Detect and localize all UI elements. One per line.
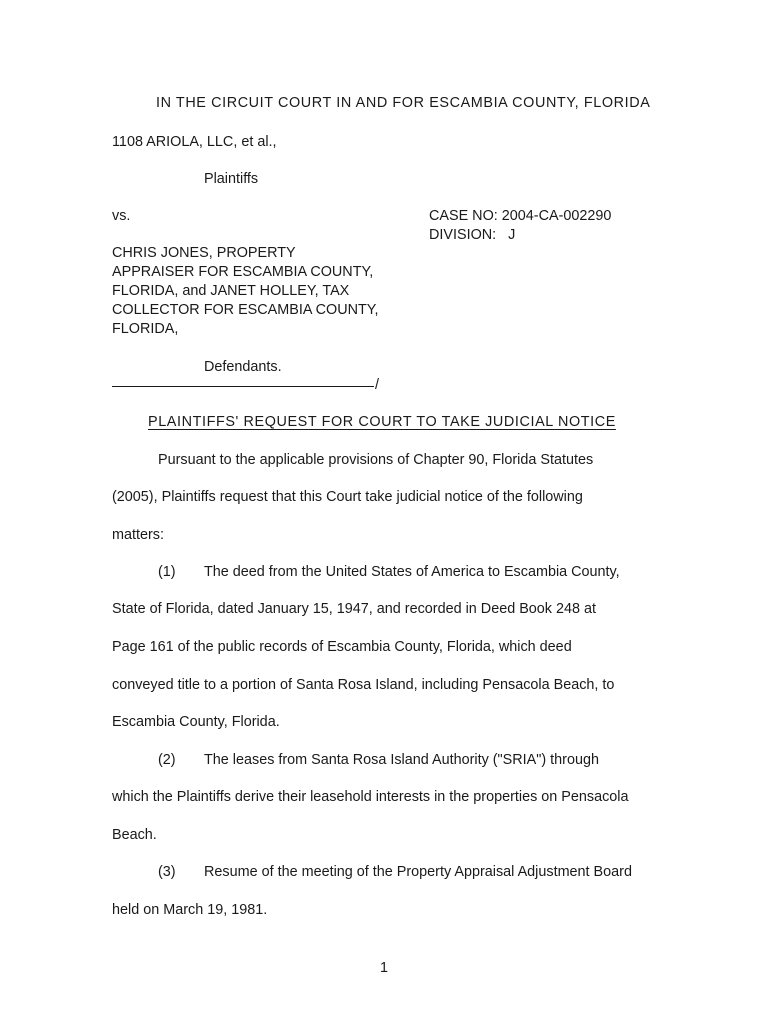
court-heading: IN THE CIRCUIT COURT IN AND FOR ESCAMBIA COUNTY, FLORIDA xyxy=(156,95,651,111)
item-text: held on March 19, 1981. xyxy=(112,902,268,918)
caption-rule xyxy=(112,386,374,387)
body-line: (2005), Plaintiffs request that this Court take judicial notice of the following xyxy=(112,489,583,505)
division: DIVISION: J xyxy=(429,227,516,243)
defendant-line: FLORIDA, xyxy=(112,321,179,337)
plaintiffs-label: Plaintiffs xyxy=(204,171,259,187)
body-line: Pursuant to the applicable provisions of Chapter 90, Florida Statutes xyxy=(158,452,594,468)
defendants-label: Defendants. xyxy=(204,359,282,375)
body-line: matters: xyxy=(112,527,164,543)
page-number: 1 xyxy=(380,960,389,976)
defendant-line: COLLECTOR FOR ESCAMBIA COUNTY, xyxy=(112,302,379,318)
defendant-line: CHRIS JONES, PROPERTY xyxy=(112,245,296,261)
item-number: (2) xyxy=(158,752,176,768)
item-text: Beach. xyxy=(112,827,157,843)
item-text: The leases from Santa Rosa Island Authority ("SRIA") through xyxy=(204,752,599,768)
vs-label: vs. xyxy=(112,208,131,224)
caption-slash: / xyxy=(375,377,379,393)
item-text: State of Florida, dated January 15, 1947, and recorded in Deed Book 248 at xyxy=(112,601,597,617)
item-text: The deed from the United States of America to Escambia County, xyxy=(204,564,620,580)
item-number: (3) xyxy=(158,864,176,880)
defendant-line: APPRAISER FOR ESCAMBIA COUNTY, xyxy=(112,264,374,280)
plaintiff-name: 1108 ARIOLA, LLC, et al., xyxy=(112,134,277,150)
item-text: Page 161 of the public records of Escambia County, Florida, which deed xyxy=(112,639,572,655)
item-text: which the Plaintiffs derive their leasehold interests in the properties on Pensacola xyxy=(112,789,629,805)
item-number: (1) xyxy=(158,564,176,580)
item-text: Escambia County, Florida. xyxy=(112,714,280,730)
item-text: Resume of the meeting of the Property Appraisal Adjustment Board xyxy=(204,864,632,880)
item-text: conveyed title to a portion of Santa Rosa Island, including Pensacola Beach, to xyxy=(112,677,615,693)
case-number: CASE NO: 2004-CA-002290 xyxy=(429,208,612,224)
document-title: PLAINTIFFS' REQUEST FOR COURT TO TAKE JUDICIAL NOTICE xyxy=(148,414,616,430)
defendant-line: FLORIDA, and JANET HOLLEY, TAX xyxy=(112,283,350,299)
